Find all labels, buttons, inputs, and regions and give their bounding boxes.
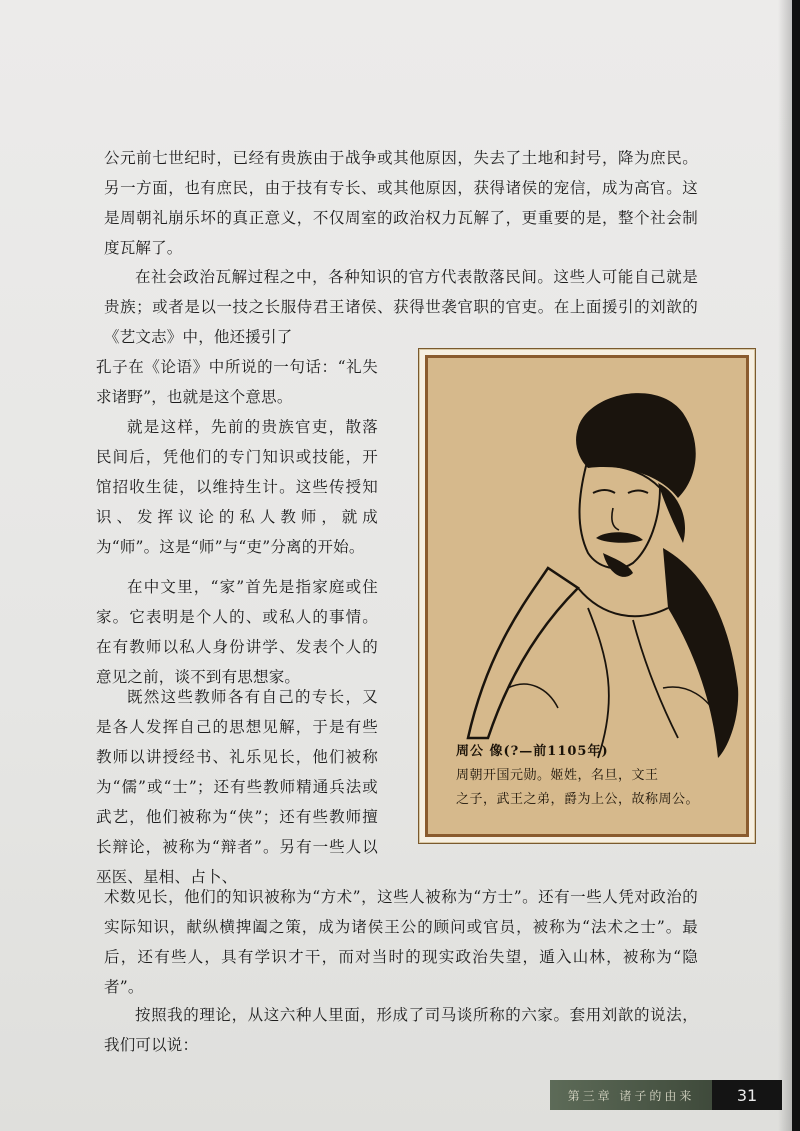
page-footer (550, 1080, 782, 1110)
portrait-caption (456, 740, 736, 812)
page-fold-shadow (778, 0, 792, 1131)
paragraph-1: 公元前七世纪时，已经有贵族由于战争或其他原因，失去了土地和封号，降为庶民。另一方面，也有庶民，由于技有专长、或其他原因，获得诸侯的宠信，成为高官。这是周朝礼崩乐坏的真正意义，不仅周室的政治权力瓦解了，更重要的是，整个社会制度瓦解了。 (104, 149, 698, 257)
caption-title: 周公 像(?—前1105年) (456, 744, 609, 759)
caption-line-2: 之子，武王之弟，爵为上公，故称周公。 (456, 792, 700, 807)
page-number: 31 (712, 1080, 782, 1110)
portrait-frame (425, 355, 749, 837)
paragraph-6: 按照我的理论，从这六种人里面，形成了司马谈所称的六家。套用刘歆的说法，我们可以说： (104, 1006, 698, 1054)
chapter-label: 第三章 诸子的由来 (550, 1080, 712, 1110)
paragraph-5: 既然这些教师各有自己的专长，又是各人发挥自己的思想见解，于是有些教师以讲授经书、礼乐见长，他们被称为“儒”或“士”；还有些教师精通兵法或武艺，他们被称为“侠”；还有些教师擅长辩论，被称为“辩者”。另有一些人以巫医、星相、占卜、 (96, 688, 378, 886)
paragraph-2: 在社会政治瓦解过程之中，各种知识的官方代表散落民间。这些人可能自己就是贵族；或者是以一技之长服侍君王诸侯、获得世袭官职的官吏。在上面援引的刘歆的《艺文志》中，他还援引了 (104, 268, 698, 346)
caption-line-1: 周朝开国元勋。姬姓，名旦，文王 (456, 768, 659, 783)
paragraph-2-continued: 孔子在《论语》中所说的一句话：“礼失求诸野”，也就是这个意思。 (96, 358, 378, 406)
paragraph-3: 就是这样，先前的贵族官吏，散落民间后，凭他们的专门知识或技能，开馆招收生徒，以维持生计。这些传授知识、发挥议论的私人教师，就成为“师”。这是“师”与“吏”分离的开始。 (96, 418, 378, 556)
paragraph-5-continued: 术数见长，他们的知识被称为“方术”，这些人被称为“方士”。还有一些人凭对政治的实际知识，献纵横捭阖之策，成为诸侯王公的顾问或官员，被称为“法术之士”。最后，还有些人，具有学识才干，而对当时的现实政治失望，遁入山林，被称为“隐者”。 (104, 888, 698, 996)
paragraph-4: 在中文里，“家”首先是指家庭或住家。它表明是个人的、或私人的事情。在有教师以私人身份讲学、发表个人的意见之前，谈不到有思想家。 (96, 578, 378, 686)
page-edge (792, 0, 800, 1131)
portrait-figure (418, 348, 756, 844)
